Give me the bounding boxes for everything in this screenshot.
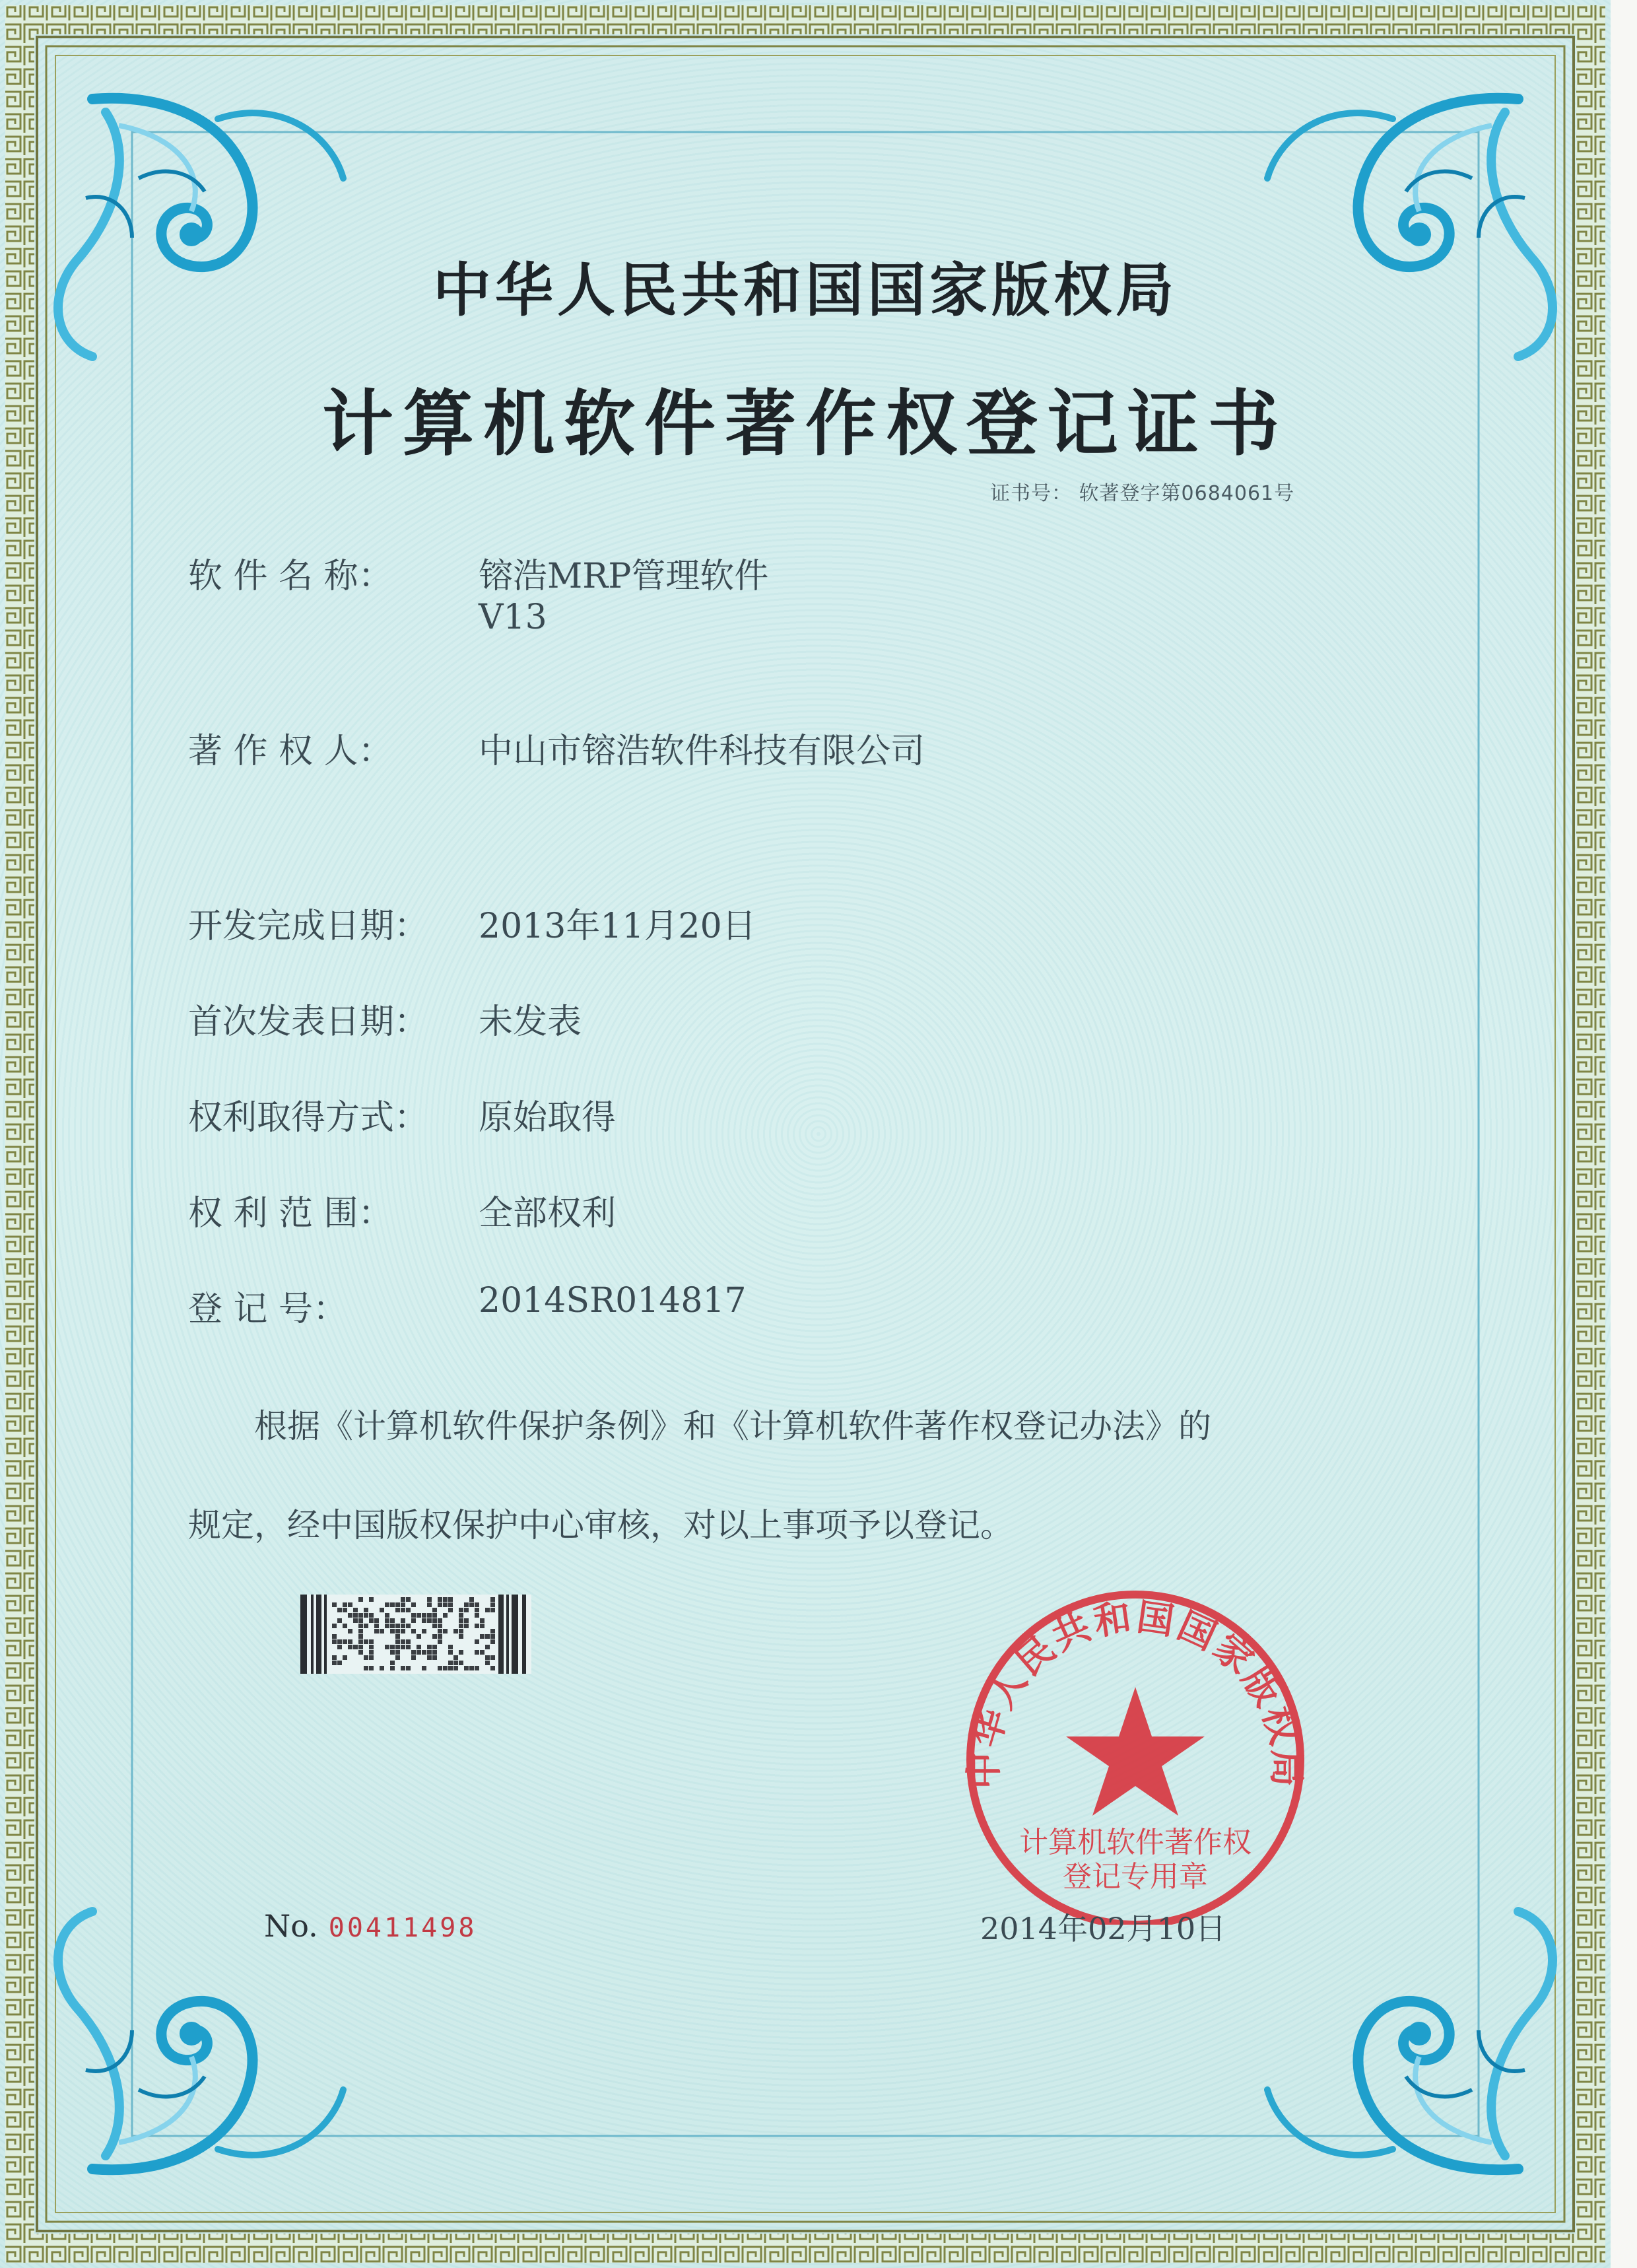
publish-date-label: 首次发表日期：: [188, 1002, 429, 1042]
official-seal: [937, 1581, 1333, 1925]
completion-date-label: 开发完成日期：: [188, 907, 429, 946]
serial-number: [264, 1908, 477, 1944]
star-icon: [1066, 1687, 1205, 1816]
seal-stamp: [963, 1595, 1308, 1925]
certificate-title: 计算机软件著作权登记证书: [321, 382, 1288, 465]
seal-outer-text: 中华人民共和国国家版权局: [962, 1595, 1308, 1789]
serial-prefix: No.: [264, 1908, 318, 1944]
acquire-method-value: 原始取得: [479, 1098, 617, 1138]
issue-date: 2014年02月10日: [980, 1911, 1226, 1946]
seal-inner-line-1: 计算机软件著作权: [1019, 1826, 1252, 1859]
page-edge: [1611, 0, 1637, 2268]
software-name-value: 镕浩MRP管理软件: [479, 557, 769, 596]
basis-line-2: 规定，经中国版权保护中心审核，对以上事项予以登记。: [188, 1506, 1013, 1544]
owner-value: 中山市镕浩软件科技有限公司: [479, 732, 925, 771]
seal-inner-line-2: 登记专用章: [1063, 1860, 1208, 1894]
registration-label: 登 记 号：: [188, 1289, 348, 1329]
software-name-label: 软 件 名 称：: [188, 557, 393, 596]
owner-label: 著 作 权 人：: [188, 732, 393, 771]
publish-date-value: 未发表: [479, 1002, 582, 1042]
registration-value: 2014SR014817: [479, 1281, 747, 1321]
basis-line-1: 根据《计算机软件保护条例》和《计算机软件著作权登记办法》的: [254, 1407, 1211, 1445]
certificate-number: 证书号： 软著登字第0684061号: [990, 482, 1295, 505]
serial-value: 00411498: [328, 1913, 477, 1943]
scope-value: 全部权利: [479, 1194, 617, 1233]
scope-label: 权 利 范 围：: [188, 1194, 393, 1233]
issuer-title: 中华人民共和国国家版权局: [432, 256, 1178, 324]
acquire-method-label: 权利取得方式：: [188, 1098, 429, 1138]
completion-date-value: 2013年11月20日: [479, 907, 756, 946]
software-version-value: V13: [479, 598, 547, 637]
barcode: [300, 1595, 531, 1674]
